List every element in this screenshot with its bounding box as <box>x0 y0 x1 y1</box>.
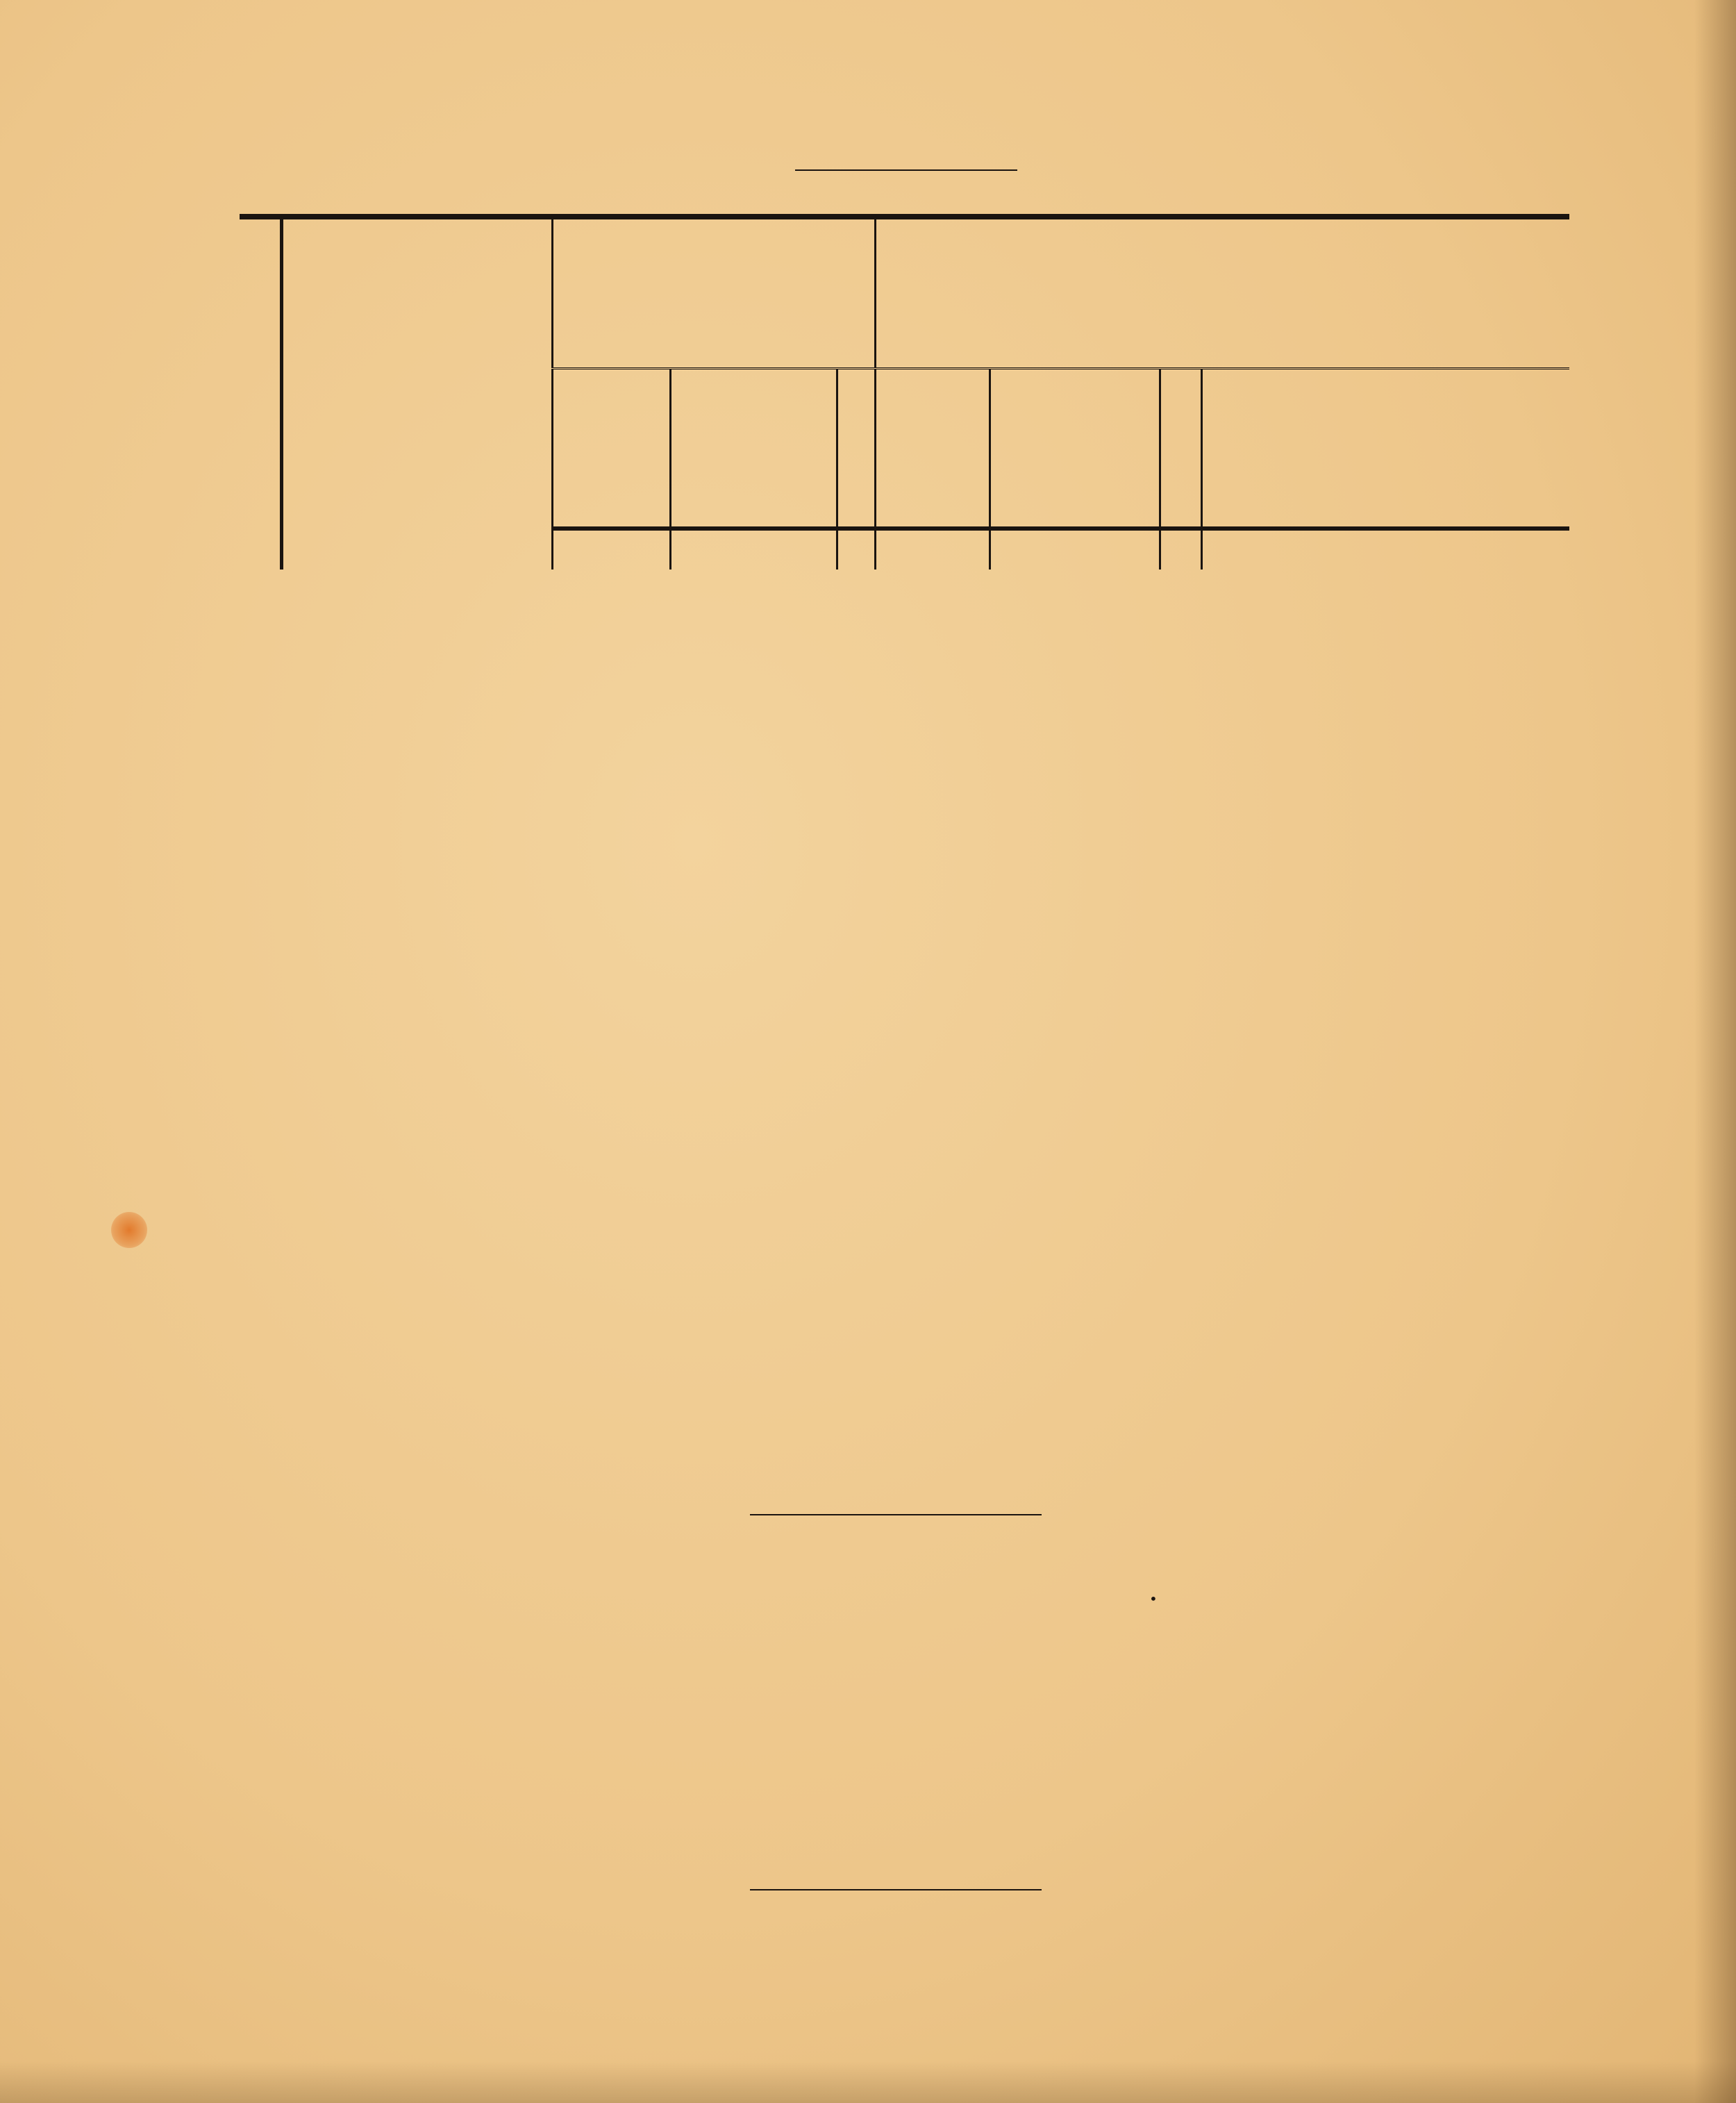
header-sonstige <box>875 217 1569 369</box>
header-ordnungsnummer <box>240 217 281 529</box>
paper-stain <box>111 1212 147 1248</box>
header-bezeichnung <box>1201 369 1569 529</box>
ink-mark: • <box>1149 1590 1158 1607</box>
unit-mark <box>875 529 990 570</box>
unit-row <box>240 529 1569 570</box>
unit-mark <box>552 529 670 570</box>
header-ausschlag-2 <box>875 369 990 529</box>
header-namen <box>281 217 552 529</box>
unit-pfennig <box>670 529 837 570</box>
header-ziele-2 <box>1160 369 1201 529</box>
section-rule <box>750 1514 1042 1515</box>
levy-table <box>240 214 1569 570</box>
page-bottom-shadow <box>0 2061 1736 2103</box>
page-edge-shadow <box>1694 0 1736 2103</box>
title-rule <box>795 169 1017 171</box>
header-beitrag-2 <box>990 369 1160 529</box>
header-beitrag-1 <box>670 369 837 529</box>
unit-pfennig <box>990 529 1160 570</box>
header-ziele-1 <box>837 369 875 529</box>
header-ausschlag-1 <box>552 369 670 529</box>
header-umlage <box>552 217 875 369</box>
closing-rule <box>750 1889 1042 1890</box>
